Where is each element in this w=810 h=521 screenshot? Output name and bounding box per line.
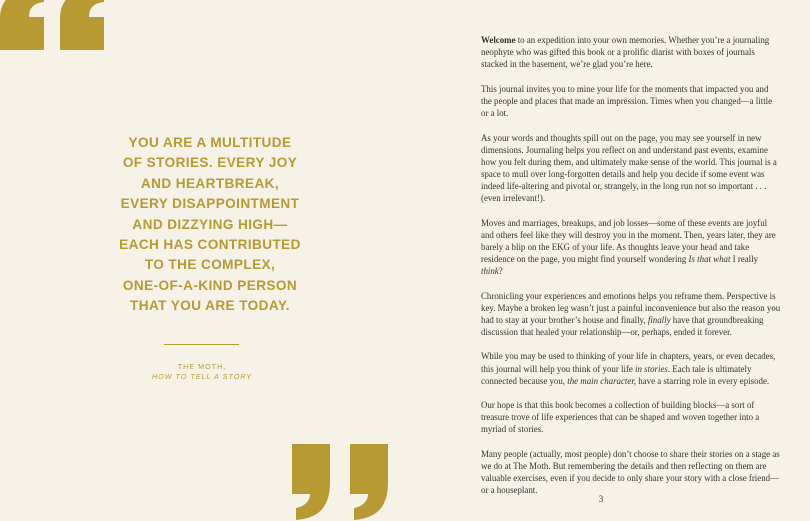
paragraph: Welcome to an expedition into your own memories. Whether you’re a journaling neophyte who was gifted this book or a prolific diarist with boxes of journals stacked in the basement, we’re glad you’re here. <box>481 35 770 70</box>
paragraph: This journal invites you to mine your life for the moments that impacted you and the people and places that made an impression. Times when you changed—a little or a lot. <box>481 83 773 118</box>
quote-line: OF STORIES. EVERY JOY <box>122 155 298 171</box>
paragraph: While you may be used to thinking of your life in chapters, years, or even decades, this journal will help you think of your life in stories. Each tale is ultimately connected because you, the main character, have a starring role in every episode. <box>481 351 776 386</box>
lead-word: Welcome <box>481 35 516 45</box>
close-quote-icon <box>282 438 404 521</box>
attribution-title: HOW TO TELL A STORY <box>151 372 253 381</box>
body-text <box>481 34 781 509</box>
paragraph: Our hope is that this book becomes a collection of building blocks—a sort of treasure trove of life experiences that can be shaped and woven together into a myriad of stories. <box>481 400 760 435</box>
page-number: 3 <box>598 494 604 504</box>
paragraph: Many people (actually, most people) don’t choose to share their stories on a stage as we do at The Moth. But remembering the details and then reflecting on them are valuable exercises, even if you decide to only share your story with a close friend—or a houseplant. <box>481 449 780 496</box>
paragraph: Chronicling your experiences and emotions helps you reframe them. Perspective is key. Maybe a broken leg wasn’t just a painful inconvenience but also the reason you had to stay at your brother’s house and finally, finally have that groundbreaking discussion that healed your relationship—or, perhaps, ended it forever. <box>481 290 781 337</box>
quote-line: AND DIZZYING HIGH— <box>132 216 288 232</box>
paragraph: As your words and thoughts spill out on the page, you may see yourself in new dimensions. Journaling helps you reflect on and understand past events, examine how you felt during them, and ultimately make sense of the world. This journal is a space to mull over long-forgotten details and help you decide if some event was indeed life-altering and pivotal or, strangely, in the long run not so important . . . (even irrelevant!). <box>481 132 777 204</box>
quote-line: AND HEARTBREAK, <box>140 175 280 191</box>
quote-line: THAT YOU ARE TODAY. <box>130 298 290 314</box>
quote-line: TO THE COMPLEX, <box>144 257 276 273</box>
open-quote-icon <box>0 0 112 50</box>
quote-line: ONE-OF-A-KIND PERSON <box>122 277 298 293</box>
quote-line: YOU ARE A MULTITUDE <box>128 135 292 150</box>
quote-line: EVERY DISAPPOINTMENT <box>120 196 300 212</box>
paragraph: Moves and marriages, breakups, and job losses—some of these events are joyful and others feel like they will destroy you in the moment. Then, years later, they are barely a blip on the EKG of your life. As thoughts leave your head and take residence on the page, you might find yourself wondering Is that what I really think? <box>481 217 776 276</box>
divider <box>164 344 239 345</box>
quote-line: EACH HAS CONTRIBUTED <box>119 237 301 253</box>
attribution-source: THE MOTH, <box>177 362 227 371</box>
pull-quote <box>90 133 330 317</box>
right-page <box>405 0 810 521</box>
attribution <box>120 362 284 382</box>
